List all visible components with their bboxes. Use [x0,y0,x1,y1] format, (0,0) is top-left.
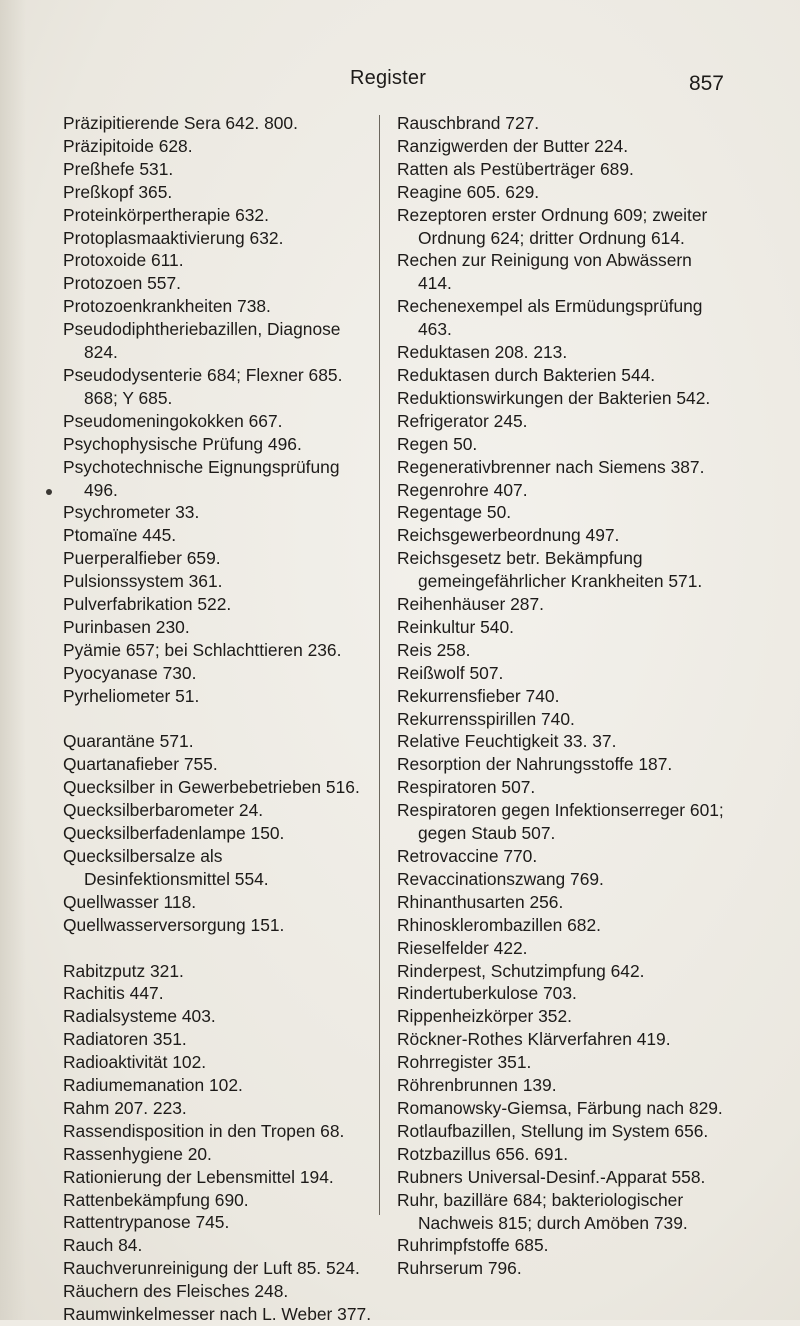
index-entry: Rhinosklerombazillen 682. [397,914,601,935]
index-entry: Rezeptoren erster Ordnung 609; zweiter Ordnung 624; dritter Ordnung 614. [397,204,708,248]
index-entry: Reinkultur 540. [397,616,514,637]
index-entry: Ranzigwerden der Butter 224. [397,135,629,156]
index-entry: Proteinkörpertherapie 632. [63,204,269,225]
index-entry: Rotlaufbazillen, Stellung im System 656. [397,1120,709,1141]
index-entry: Preßkopf 365. [63,181,173,202]
index-entry: Pseudodiphtheriebazillen, Diagnose 824. [63,319,341,363]
index-entry: Quellwasserversorgung 151. [63,914,285,935]
index-entry: Retrovaccine 770. [397,846,538,866]
index-entry: Ruhrserum 796. [397,1258,522,1279]
index-entry: Rekurrensfieber 740. [397,685,560,706]
index-entry: Psychophysische Prüfung 496. [63,433,302,454]
index-entry: Quecksilberbarometer 24. [63,800,264,821]
index-entry: Reißwolf 507. [397,662,504,683]
index-entry: Rekurrensspirillen 740. [397,708,575,729]
index-entry: Respiratoren 507. [397,777,536,798]
index-entry: Reduktionswirkungen der Bakterien 542. [397,387,711,408]
index-entry: Pseudodysenterie 684; Flexner 685. 868; Y 685. [63,364,343,408]
index-entry: Rechenexempel als Ermüdungsprüfung 463. [397,296,703,340]
index-entry: Reichsgesetz betr. Bekämpfung gemeingefährlicher Krankheiten 571. [397,548,703,592]
column-divider [379,115,380,1215]
index-entry: Ruhr, bazilläre 684; bakteriologischer Nachweis 815; durch Amöben 739. [397,1189,688,1233]
index-entry: Quartanafieber 755. [63,754,218,775]
index-entry: Rippenheizkörper 352. [397,1006,572,1027]
index-entry: Regenrohre 407. [397,479,528,500]
index-entry: Rhinanthusarten 256. [397,891,564,912]
index-entry: Quellwasser 118. [63,891,197,912]
index-entry: Pyrheliometer 51. [63,685,200,706]
index-entry: Quecksilberfadenlampe 150. [63,823,285,844]
index-entry: Rassendisposition in den Tropen 68. [63,1120,345,1141]
index-entry: Quarantäne 571. [63,731,194,752]
index-entry: Protozoenkrankheiten 738. [63,296,271,317]
index-entry: Rationierung der Lebensmittel 194. [63,1166,334,1187]
index-entry: Reduktasen 208. 213. [397,342,568,363]
index-entry: Röckner-Rothes Klärverfahren 419. [397,1029,671,1050]
index-entry: Radiumemanation 102. [63,1075,243,1096]
index-entry: Radialsysteme 403. [63,1006,216,1027]
index-entry: Reihenhäuser 287. [397,594,544,615]
index-entry: Regentage 50. [397,502,512,523]
index-entry: Pyocyanase 730. [63,662,197,683]
index-entry: Rotzbazillus 656. 691. [397,1143,569,1164]
index-entry: Rauch 84. [63,1235,143,1256]
index-entry: Ruhrimpfstoffe 685. [397,1235,549,1256]
index-entry: Rauschbrand 727. [397,113,540,133]
index-entry: Reagine 605. 629. [397,181,540,202]
index-entry: Rabitzputz 321. [63,960,184,981]
index-entry: Rohrregister 351. [397,1052,532,1073]
section-gap [63,937,373,960]
page-edge-shadow [0,0,26,1320]
index-entry: Rauchverunreinigung der Luft 85. 524. [63,1258,360,1279]
index-entry: Räuchern des Fleisches 248. [63,1281,289,1302]
index-entry: Raumwinkelmesser nach L. Weber 377. [63,1304,372,1325]
index-entry: Ptomaïne 445. [63,525,177,546]
index-entry: Rattenbekämpfung 690. [63,1189,249,1210]
index-entry: Preßhefe 531. [63,158,174,179]
bullet-mark [46,489,52,495]
index-entry: Rubners Universal-Desinf.-Apparat 558. [397,1166,706,1187]
index-entry: Rattentrypanose 745. [63,1212,230,1233]
index-entry: Rinderpest, Schutzimpfung 642. [397,960,645,981]
index-entry: Quecksilber in Gewerbebetrieben 516. [63,777,360,798]
index-entry: Rassenhygiene 20. [63,1143,212,1164]
index-entry: Röhrenbrunnen 139. [397,1075,557,1096]
index-entry: Pulsionssystem 361. [63,571,223,592]
index-entry: Reichsgewerbeordnung 497. [397,525,620,546]
index-entry: Pyämie 657; bei Schlachttieren 236. [63,639,342,660]
index-entry: Psychotechnische Eignungsprüfung 496. [63,456,340,500]
index-entry: Respiratoren gegen Infektionserreger 601; gegen Staub 507. [397,800,724,844]
index-entry: Protozoen 557. [63,273,181,294]
index-entry: Regen 50. [397,433,478,454]
index-column-left [63,112,373,1326]
index-entry: Puerperalfieber 659. [63,548,221,569]
index-entry: Radiatoren 351. [63,1029,187,1050]
index-entry: Reduktasen durch Bakterien 544. [397,364,656,385]
index-entry: Pulverfabrikation 522. [63,594,232,615]
page-title: Register [350,67,427,89]
index-entry: Relative Feuchtigkeit 33. 37. [397,731,617,752]
index-entry: Rahm 207. 223. [63,1097,187,1118]
index-entry: Refrigerator 245. [397,410,528,431]
index-entry: Rachitis 447. [63,983,164,1004]
index-entry: Rechen zur Reinigung von Abwässern 414. [397,250,692,294]
index-entry: Rindertuberkulose 703. [397,983,577,1004]
index-entry: Revaccinationszwang 769. [397,868,604,889]
index-entry: Psychrometer 33. [63,502,200,523]
index-entry: Protoplasmaaktivierung 632. [63,227,284,248]
index-entry: Präzipitoide 628. [63,135,193,156]
index-entry: Rieselfelder 422. [397,937,528,958]
index-entry: Regenerativbrenner nach Siemens 387. [397,456,705,477]
section-gap [63,708,373,731]
index-column-right [397,112,727,1280]
index-entry: Quecksilbersalze als Desinfektionsmittel 554. [63,845,269,889]
index-entry: Protoxoide 611. [63,250,184,271]
index-entry: Präzipitierende Sera 642. 800. [63,113,298,133]
index-entry: Resorption der Nahrungsstoffe 187. [397,754,673,775]
index-entry: Purinbasen 230. [63,616,190,637]
page-number: 857 [688,72,724,95]
index-entry: Romanowsky-Giemsa, Färbung nach 829. [397,1097,723,1118]
index-entry: Reis 258. [397,639,471,660]
index-entry: Radioaktivität 102. [63,1052,207,1073]
index-entry: Ratten als Pestüberträger 689. [397,158,634,179]
index-entry: Pseudomeningokokken 667. [63,410,283,431]
